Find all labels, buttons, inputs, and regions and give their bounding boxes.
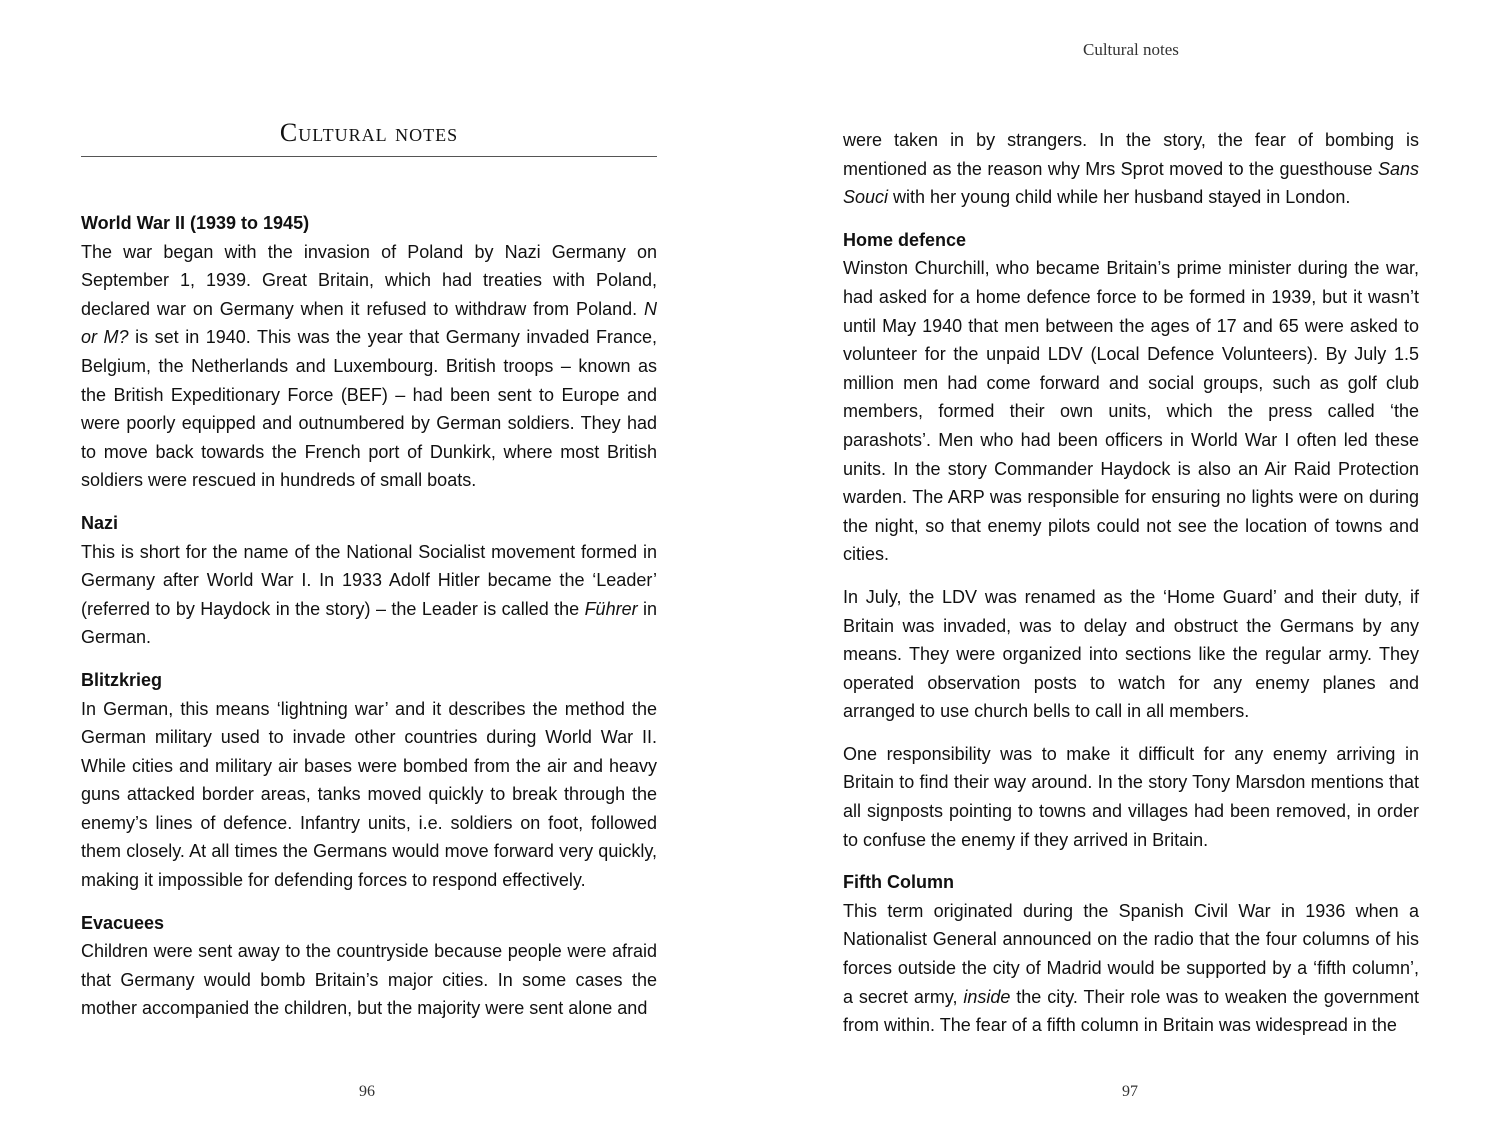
section-paragraph: In German, this means ‘lightning war’ and it describes the method the German military used to invade other countries during World War II. While cities and military air bases were bombed from the air and heavy guns attacked border areas, tanks moved quickly to break through the enemy’s lines of defence. Infantry units, i.e. soldiers on foot, followed them closely. At all times the Germans would move forward very quickly, making it impossible for defending forces to respond effectively. <box>81 698 657 891</box>
section-heading: Evacuees <box>81 912 165 933</box>
page-number: 96 <box>359 1083 375 1100</box>
right-column <box>843 126 1419 1054</box>
running-head: Cultural notes <box>1083 40 1179 59</box>
section-paragraph: This is short for the name of the National Socialist movement formed in Germany after World War I. In 1933 Adolf Hitler became the ‘Leader’ (referred to by Haydock in the story) – the Leader is called the Führer in German. <box>81 541 657 648</box>
page-number: 97 <box>1122 1083 1138 1100</box>
section-heading: Nazi <box>81 512 119 533</box>
section-heading: Home defence <box>843 229 967 250</box>
section-paragraph: Children were sent away to the countryside because people were afraid that Germany would bomb Britain’s major cities. In some cases the mother accompanied the children, but the majority were sent alone and <box>81 941 657 1019</box>
section-heading: Fifth Column <box>843 872 954 893</box>
section-paragraph: This term originated during the Spanish Civil War in 1936 when a Nationalist General announced on the radio that the four columns of his forces outside the city of Madrid would be supported by a ‘fifth column’, a secret army, inside the city. Their role was to weaken the government from within. The fear of a fifth column in Britain was widespread in the <box>843 900 1419 1036</box>
section-heading: World War II (1939 to 1945) <box>81 213 310 233</box>
section-paragraph: In July, the LDV was renamed as the ‘Home Guard’ and their duty, if Britain was invaded, was to delay and obstruct the Germans by any means. They were organized into sections like the regular army. They operated observation posts to watch for any enemy planes and arranged to use church bells to call in all members. <box>843 586 1419 722</box>
chapter-title: Cultural notes <box>279 118 459 147</box>
continued-paragraph: were taken in by strangers. In the story, the fear of bombing is mentioned as the reason why Mrs Sprot moved to the guesthouse Sans Souci with her young child while her husband stayed in London. <box>843 130 1419 208</box>
title-rule <box>81 156 657 157</box>
section-paragraph: The war began with the invasion of Poland by Nazi Germany on September 1, 1939. Great Britain, which had treaties with Poland, declared war on Germany when it refused to withdraw from Poland. N or M? is set in 1940. This was the year that Germany invaded France, Belgium, the Netherlands and Luxembourg. British troops – known as the British Expeditionary Force (BEF) – had been sent to Europe and were poorly equipped and outnumbered by German soldiers. They had to move back towards the French port of Dunkirk, where most British soldiers were rescued in hundreds of small boats. <box>81 241 657 491</box>
section-paragraph: One responsibility was to make it difficult for any enemy arriving in Britain to find their way around. In the story Tony Marsdon mentions that all signposts pointing to towns and villages had been removed, in order to confuse the enemy if they arrived in Britain. <box>843 743 1419 850</box>
left-column <box>81 209 657 1037</box>
section-heading: Blitzkrieg <box>81 669 163 690</box>
section-paragraph: Winston Churchill, who became Britain’s prime minister during the war, had asked for a home defence force to be formed in 1939, but it wasn’t until May 1940 that men between the ages of 17 and 65 were asked to volunteer for the unpaid LDV (Local Defence Volunteers). By July 1.5 million men had come forward and social groups, such as golf club members, formed their own units, which the press called ‘the parashots’. Men who had been officers in World War I often led these units. In the story Commander Haydock is also an Air Raid Protection warden. The ARP was responsible for ensuring no lights were on during the night, so that enemy pilots could not see the location of towns and cities. <box>843 258 1419 565</box>
